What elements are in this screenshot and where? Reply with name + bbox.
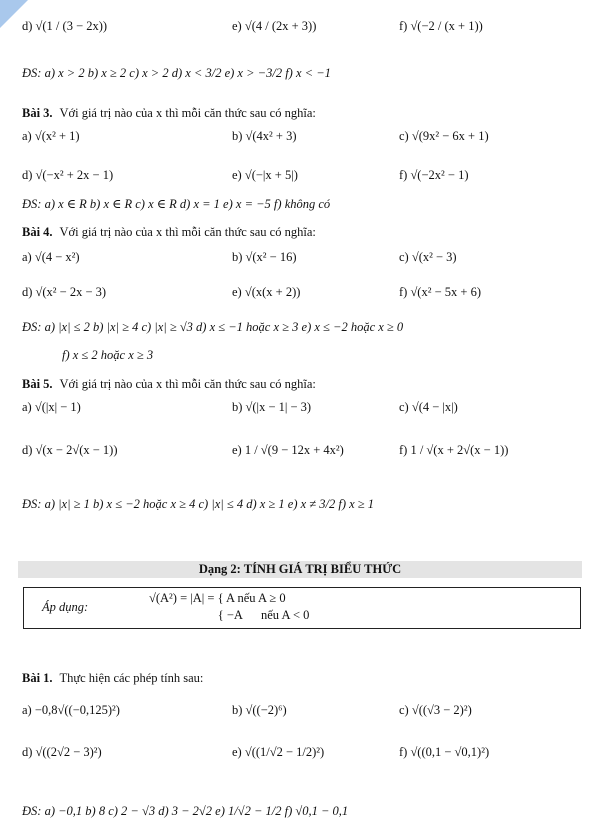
item-b: b) √((−2)⁶) xyxy=(232,703,287,717)
item-f: f) √(x² − 5x + 6) xyxy=(399,285,481,299)
exercise-row xyxy=(0,282,600,302)
exercise-row xyxy=(0,742,600,762)
formula-line: √(A²) = |A| = { A nếu A ≥ 0 xyxy=(149,591,286,605)
exercise-prompt: Với giá trị nào của x thì mỗi căn thức sau có nghĩa: xyxy=(59,377,316,391)
exercise-row xyxy=(0,16,600,36)
answer-line: ĐS: a) |x| ≥ 1 b) x ≤ −2 hoặc x ≥ 4 c) |x| ≤ 4 d) x ≥ 1 e) x ≠ 3/2 f) x ≥ 1 xyxy=(22,497,375,511)
item-d: d) √(x − 2√(x − 1)) xyxy=(22,443,118,457)
exercise-number: Bài 5. xyxy=(22,377,53,391)
exercise-number: Bài 1. xyxy=(22,671,53,685)
exercise-row xyxy=(0,440,600,460)
exercise-prompt: Thực hiện các phép tính sau: xyxy=(59,671,204,685)
item-d: d) √((2√2 − 3)²) xyxy=(22,745,102,759)
formula-label: Áp dụng: xyxy=(42,600,89,614)
formula-line: { −A nếu A < 0 xyxy=(149,608,310,622)
formula xyxy=(149,590,309,624)
item-c: c) √(4 − |x|) xyxy=(399,400,458,414)
exercise-number: Bài 3. xyxy=(22,106,53,120)
item-b: b) √(4x² + 3) xyxy=(232,129,297,143)
answer-line: ĐS: a) x ∈ R b) x ∈ R c) x ∈ R d) x = 1 e) x = −5 f) không có xyxy=(22,197,331,211)
item-c: c) √((√3 − 2)²) xyxy=(399,703,472,717)
exercise-row xyxy=(0,247,600,267)
item-f: f) √(−2x² − 1) xyxy=(399,168,469,182)
exercise-number: Bài 4. xyxy=(22,225,53,239)
item-c: c) √(9x² − 6x + 1) xyxy=(399,129,489,143)
item-d: d) √(−x² + 2x − 1) xyxy=(22,168,114,182)
answer-line: ĐS: a) −0,1 b) 8 c) 2 − √3 d) 3 − 2√2 e) 1/√2 − 1/2 f) √0,1 − 0,1 xyxy=(22,804,349,818)
item-e: e) √((1/√2 − 1/2)²) xyxy=(232,745,325,759)
answer-line: f) x ≤ 2 hoặc x ≥ 3 xyxy=(62,348,154,362)
item-f: f) √((0,1 − √0,1)²) xyxy=(399,745,490,759)
exercise-row xyxy=(0,397,600,417)
section-title: Dạng 2: TÍNH GIÁ TRỊ BIỂU THỨC xyxy=(198,562,402,576)
item-e: e) 1 / √(9 − 12x + 4x²) xyxy=(232,443,344,457)
exercise-title xyxy=(22,669,203,687)
item-e: e) √(−|x + 5|) xyxy=(232,168,298,182)
item-b: b) √(|x − 1| − 3) xyxy=(232,400,312,414)
exercise-title xyxy=(22,104,316,122)
exercise-prompt: Với giá trị nào của x thì mỗi căn thức sau có nghĩa: xyxy=(59,225,316,239)
item-a: a) −0,8√((−0,125)²) xyxy=(22,703,120,717)
exercise-row xyxy=(0,126,600,146)
item-a: a) √(4 − x²) xyxy=(22,250,80,264)
answer-line: ĐS: a) |x| ≤ 2 b) |x| ≥ 4 c) |x| ≥ √3 d) x ≤ −1 hoặc x ≥ 3 e) x ≤ −2 hoặc x ≥ 0 xyxy=(22,320,404,334)
item-d: d) √(1 / (3 − 2x)) xyxy=(22,19,108,33)
exercise-title xyxy=(22,223,316,241)
answer-line: ĐS: a) x > 2 b) x ≥ 2 c) x > 2 d) x < 3/2 e) x > −3/2 f) x < −1 xyxy=(22,66,331,80)
item-a: a) √(x² + 1) xyxy=(22,129,80,143)
exercise-row xyxy=(0,165,600,185)
item-f: f) 1 / √(x + 2√(x − 1)) xyxy=(399,443,509,457)
exercise-row xyxy=(0,700,600,720)
item-e: e) √(4 / (2x + 3)) xyxy=(232,19,317,33)
item-f: f) √(−2 / (x + 1)) xyxy=(399,19,483,33)
item-d: d) √(x² − 2x − 3) xyxy=(22,285,107,299)
item-b: b) √(x² − 16) xyxy=(232,250,297,264)
item-a: a) √(|x| − 1) xyxy=(22,400,81,414)
item-c: c) √(x² − 3) xyxy=(399,250,457,264)
exercise-title xyxy=(22,375,316,393)
item-e: e) √(x(x + 2)) xyxy=(232,285,301,299)
exercise-prompt: Với giá trị nào của x thì mỗi căn thức sau có nghĩa: xyxy=(59,106,316,120)
